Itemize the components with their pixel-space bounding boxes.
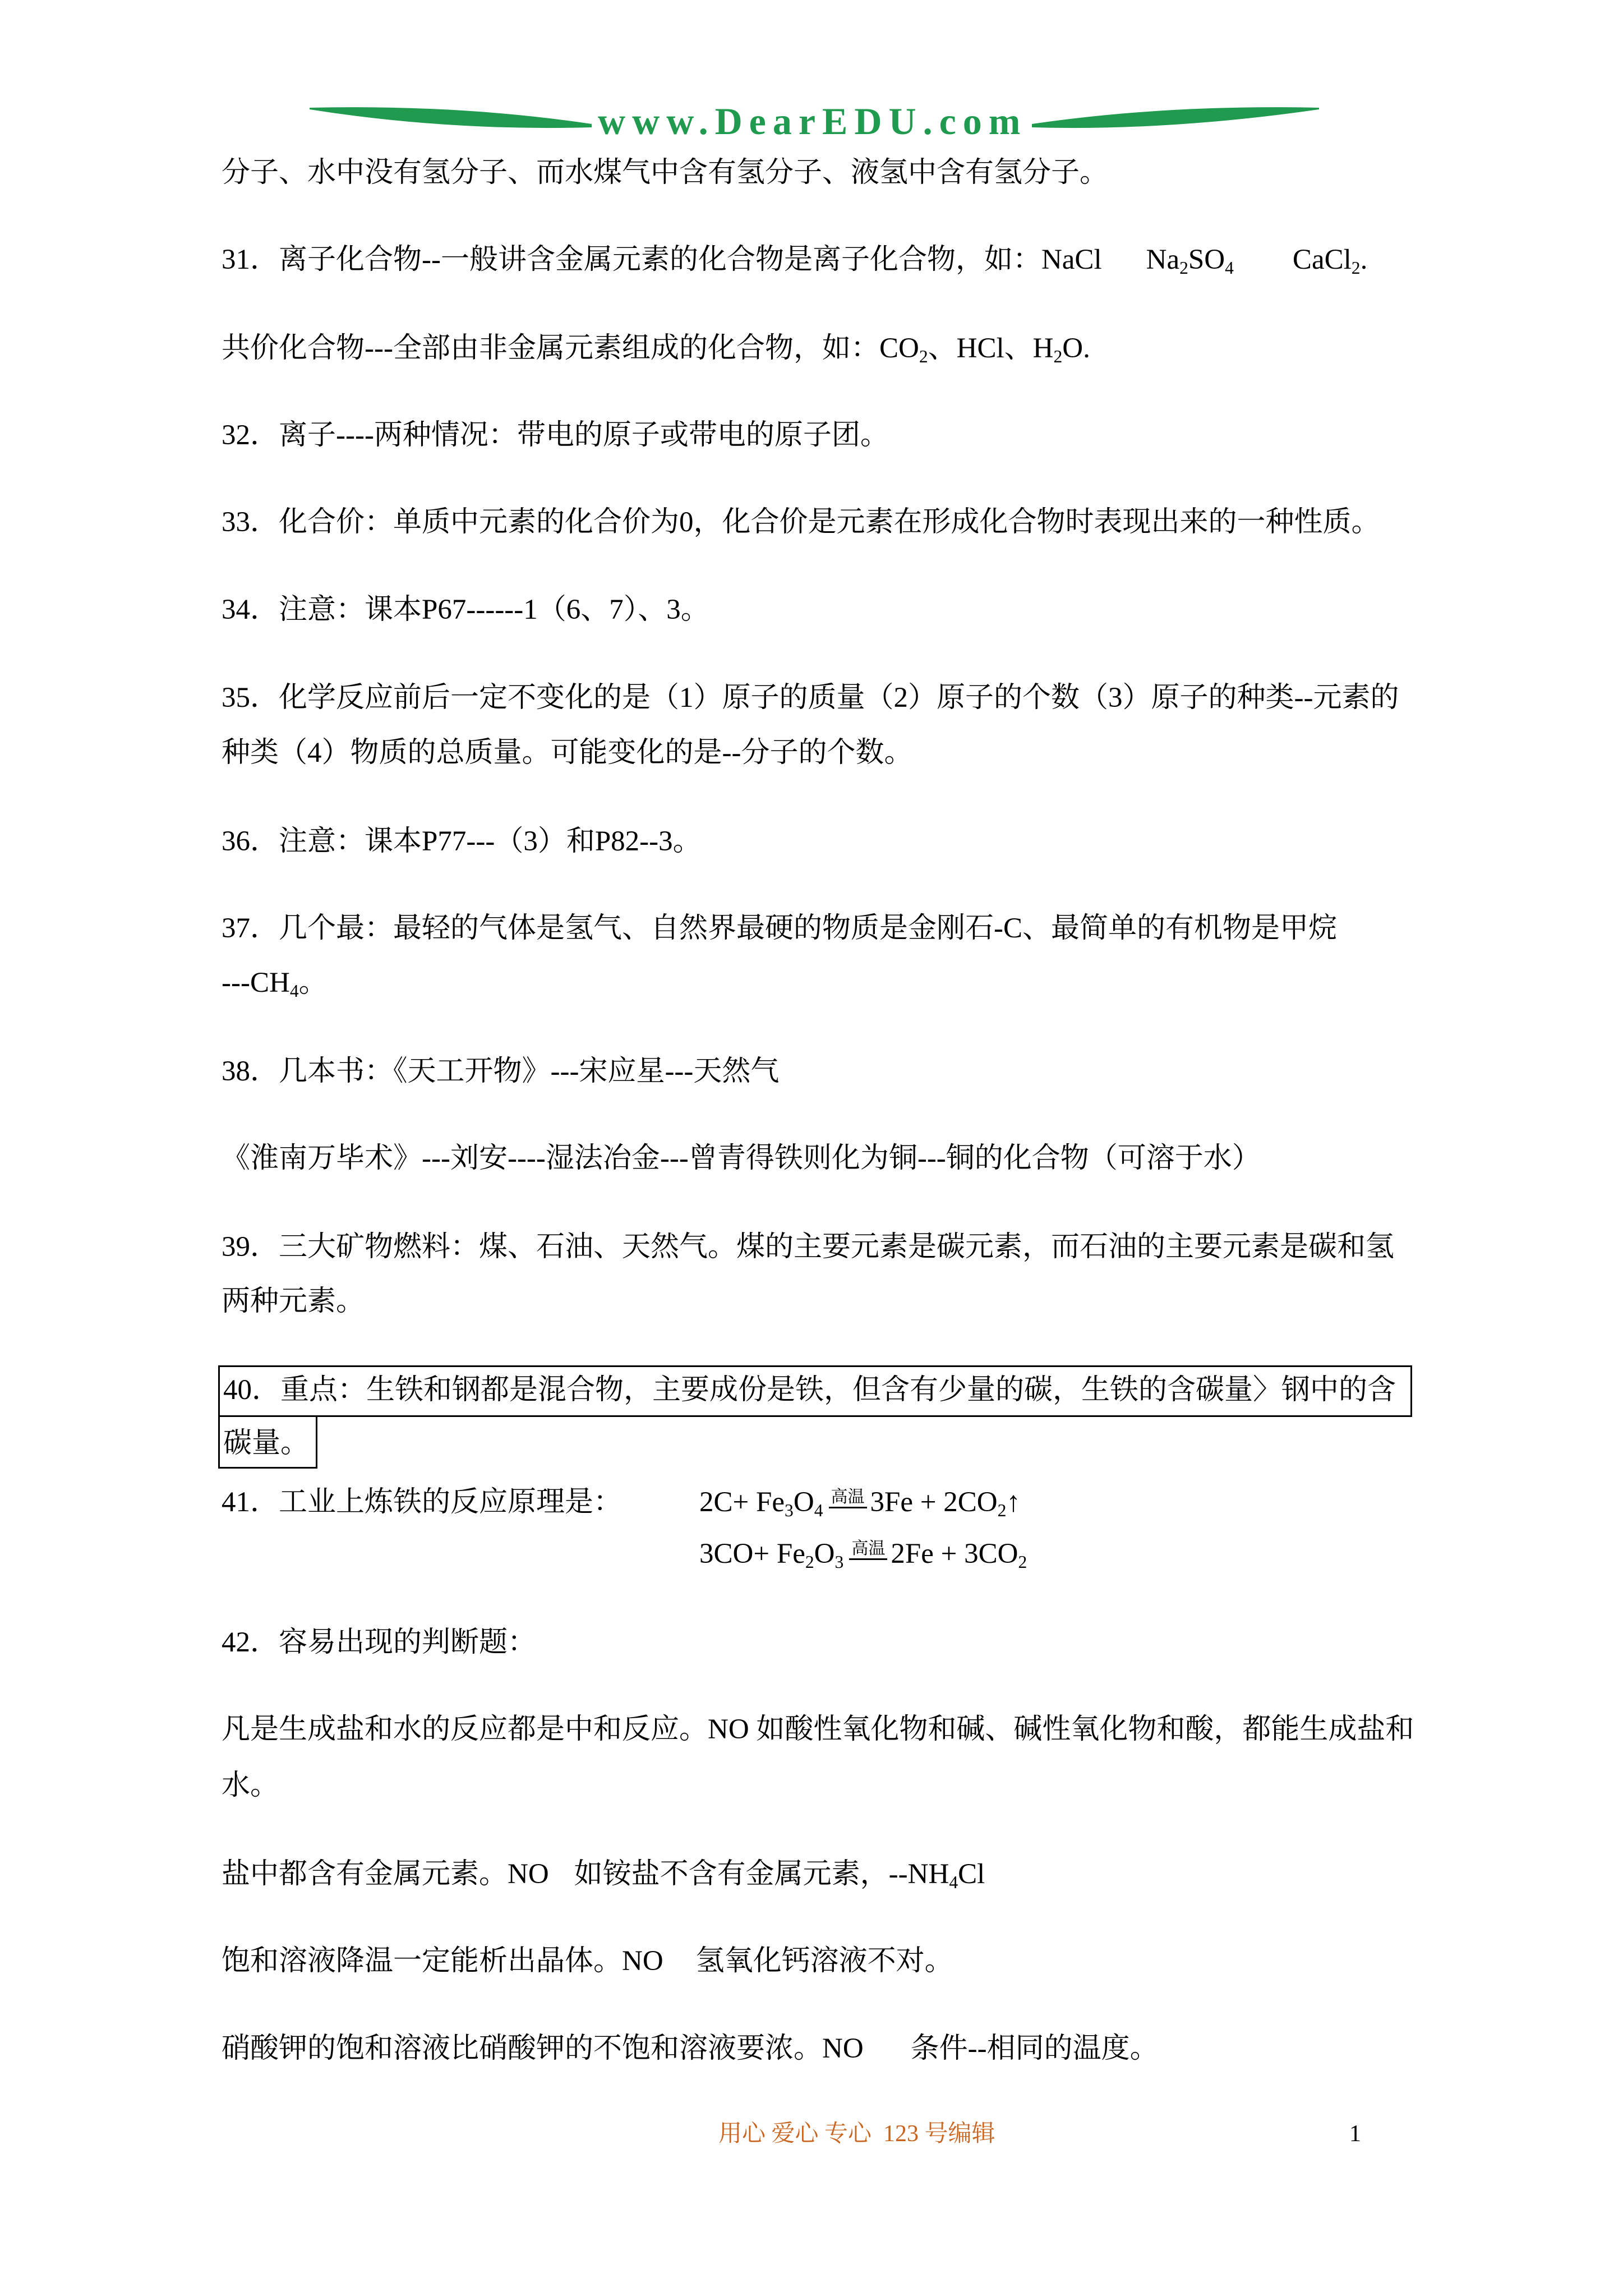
explanation-part: Cl: [958, 1858, 985, 1890]
item-31-text: 31．离子化合物--一般讲含金属元素的化合物是离子化合物，如：NaCl: [222, 244, 1102, 275]
subscript: 2: [1179, 258, 1188, 278]
item-39-line-1: 39．三大矿物燃料：煤、石油、天然气。煤的主要元素是碳元素，而石油的主要元素是碳和氢: [222, 1231, 1395, 1263]
text-part: 。: [298, 967, 328, 999]
item-40-line-1: 40．重点：生铁和钢都是混合物，主要成份是铁，但含有少量的碳，生铁的含碳量〉钢中的含: [223, 1374, 1396, 1406]
equation-2: [699, 1537, 1027, 1574]
item-38-line-2: 《淮南万毕术》---刘安----湿法冶金---曾青得铁则化为铜---铜的化合物（可溶于水）: [222, 1143, 1261, 1174]
item-36: 36．注意：课本P77---（3）和P82--3。: [222, 826, 702, 857]
subscript: 2: [1018, 1552, 1027, 1572]
judgement-1-line-1: 凡是生成盐和水的反应都是中和反应。NO 如酸性氧化物和碱、碱性氧化物和酸，都能生成盐和: [222, 1714, 1414, 1745]
statement: 盐中都含有金属元素。NO: [222, 1858, 549, 1890]
item-40-line-2: 碳量。: [223, 1428, 310, 1459]
formula-cacl2-base: CaCl: [1292, 244, 1352, 275]
item-39-line-2: 两种元素。: [222, 1286, 365, 1317]
subscript: 2: [919, 347, 928, 367]
text-line: 分子、水中没有氢分子、而水煤气中含有氢分子、液氢中含有氢分子。: [222, 157, 1109, 188]
item-33: 33．化合价：单质中元素的化合价为0，化合价是元素在形成化合物时表现出来的一种性质。: [222, 507, 1380, 538]
explanation: 如铵盐不含有金属元素，--NH: [574, 1858, 949, 1890]
subscript: 3: [834, 1552, 844, 1572]
formula-na2so4-base: Na: [1146, 244, 1180, 275]
statement: 硝酸钾的饱和溶液比硝酸钾的不饱和溶液要浓。NO: [222, 2033, 864, 2064]
eq-part: 3Fe + 2CO: [870, 1487, 998, 1518]
item-34: 34．注意：课本P67------1（6、7）、3。: [222, 594, 709, 625]
subscript: 4: [814, 1501, 823, 1521]
eq-part: O: [793, 1487, 814, 1518]
right-swoosh: [1032, 107, 1319, 128]
judgement-3: [222, 1944, 953, 1978]
item-41-label: 41．工业上炼铁的反应原理是：: [222, 1487, 623, 1518]
item-37-line-1: 37．几个最：最轻的气体是氢气、自然界最硬的物质是金刚石-C、最简单的有机物是甲烷: [222, 913, 1338, 944]
text-part: 、HCl、H: [928, 333, 1054, 364]
item-35-line-2: 种类（4）物质的总质量。可能变化的是--分子的个数。: [222, 737, 913, 769]
item-37-line-2: [222, 966, 328, 1003]
item-42-title: 42．容易出现的判断题：: [222, 1627, 537, 1658]
subscript: 3: [785, 1501, 794, 1521]
explanation: 条件--相同的温度。: [910, 2033, 1159, 2064]
judgement-4: [222, 2032, 1159, 2065]
text-part: ---CH: [222, 967, 290, 999]
subscript: 4: [289, 981, 299, 1001]
eq-part: O: [814, 1538, 835, 1570]
footer-editor-note: 用心 爱心 专心 123 号编辑: [718, 2121, 995, 2147]
item-35-line-1: 35．化学反应前后一定不变化的是（1）原子的质量（2）原子的个数（3）原子的种类--元素的: [222, 682, 1399, 714]
eq-part: 3CO+ Fe: [699, 1538, 805, 1570]
judgement-2: [222, 1857, 985, 1894]
subscript: 4: [1225, 258, 1234, 278]
formula-part: .: [1360, 244, 1368, 275]
item-38-line-1: 38．几本书：《天工开物》---宋应星---天然气: [222, 1056, 780, 1087]
subscript: 4: [949, 1872, 958, 1893]
left-swoosh: [310, 107, 592, 128]
text-part: 共价化合物---全部由非金属元素组成的化合物，如：CO: [222, 333, 919, 364]
eq-part: 2C+ Fe: [699, 1487, 785, 1518]
reaction-condition: 高温: [849, 1540, 887, 1560]
gas-arrow-icon: ↑: [1006, 1487, 1021, 1518]
statement: 饱和溶液降温一定能析出晶体。NO: [222, 1945, 663, 1977]
covalent-compound-line: [222, 332, 1090, 369]
subscript: 2: [1053, 347, 1063, 367]
reaction-condition: 高温: [829, 1489, 867, 1508]
item-31: [222, 243, 1367, 280]
page-number: 1: [1349, 2121, 1361, 2147]
subscript: 2: [997, 1501, 1007, 1521]
item-32: 32．离子----两种情况：带电的原子或带电的原子团。: [222, 420, 889, 451]
site-logo-text: www.DearEDU.com: [598, 100, 1027, 142]
text-part: O.: [1062, 333, 1090, 364]
formula-part: SO: [1188, 244, 1225, 275]
equation-1: [699, 1485, 1021, 1522]
subscript: 2: [805, 1552, 814, 1572]
judgement-1-line-2: 水。: [222, 1770, 279, 1801]
subscript: 2: [1351, 258, 1361, 278]
explanation: 氢氧化钙溶液不对。: [695, 1945, 953, 1977]
eq-part: 2Fe + 3CO: [891, 1538, 1018, 1570]
